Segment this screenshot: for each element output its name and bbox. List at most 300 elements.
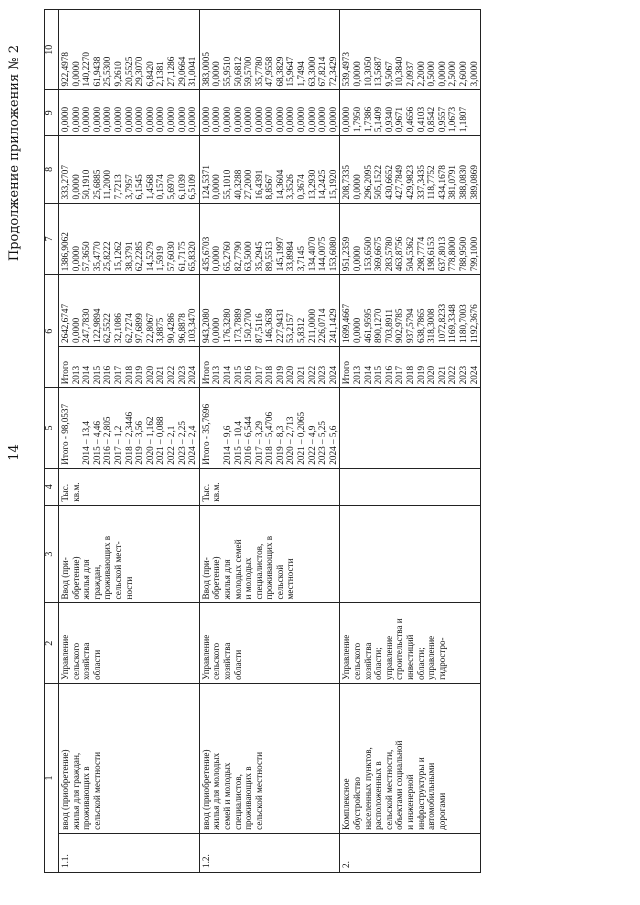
measure-name-line: сельской местности, <box>383 749 394 830</box>
table-row <box>199 10 340 873</box>
indicator-line: обретение) <box>70 556 81 600</box>
indicator-line: специалистов, <box>253 543 264 600</box>
total-funding-line: 1180,7003 <box>457 304 468 343</box>
federal-funding-line: 15,1262 <box>112 241 123 272</box>
target-values-line: 2020 – 2,713 <box>285 416 296 465</box>
regional-funding-line: 7,7213 <box>112 174 123 200</box>
federal-funding-cell <box>340 203 481 275</box>
years-line: 2021 <box>155 365 166 385</box>
extra-budget-funding-line: 31,0041 <box>187 56 198 87</box>
total-funding-line: 96,8878 <box>176 313 187 343</box>
total-funding-line: 0,0000 <box>211 317 222 343</box>
executor-line: управление <box>426 635 437 680</box>
measure-name-line: жилья для молодых <box>211 752 222 830</box>
target-values-line <box>211 391 222 464</box>
local-funding-line: 0,4656 <box>405 106 415 133</box>
federal-funding-line: 62,2285 <box>134 241 145 272</box>
extra-budget-funding-line: 67,8214 <box>317 56 328 87</box>
federal-funding-line: 144,0075 <box>317 236 328 272</box>
target-values-line: 2018 – 2,3446 <box>123 411 134 465</box>
executor-cell <box>59 603 200 683</box>
target-values-cell <box>199 388 340 468</box>
extra-budget-funding-line: 10,3840 <box>394 56 405 87</box>
total-funding-cell <box>59 275 200 347</box>
indicator-line: жилья для <box>81 559 92 600</box>
regional-funding-line: 50,1910 <box>81 169 92 200</box>
extra-budget-funding-line: 0,5000 <box>426 61 437 87</box>
appendix-caption: Продолжение приложения № 2 <box>7 45 22 262</box>
federal-funding-cell <box>199 203 340 275</box>
years-cell <box>340 346 481 387</box>
local-funding-line: 0,0000 <box>232 106 243 133</box>
federal-funding-line: 198,6153 <box>426 236 437 272</box>
executor-line: инвестиций <box>405 634 415 680</box>
executor-line: области; <box>415 647 426 680</box>
extra-budget-funding-line: 50,6812 <box>232 56 243 87</box>
local-funding-cell <box>199 90 340 136</box>
years-line: 2022 <box>165 365 176 385</box>
target-values-line: 2023 – 2,25 <box>176 421 187 465</box>
years-line: 2022 <box>306 365 317 385</box>
indicator-line: обретение) <box>211 556 222 600</box>
measure-name-line: Комплексное <box>341 778 352 830</box>
total-funding-line: 937,5794 <box>405 308 415 343</box>
local-funding-line: 0,0000 <box>165 106 176 133</box>
executor-line: хозяйства <box>221 642 232 680</box>
years-line: 2014 <box>81 365 92 385</box>
executor-line: хозяйства <box>81 642 92 680</box>
regional-funding-cell <box>59 136 200 203</box>
federal-funding-line: 82,7790 <box>232 241 243 272</box>
federal-funding-line: 0,0000 <box>352 245 363 272</box>
local-funding-line: 0,0000 <box>327 106 338 133</box>
local-funding-line: 0,0000 <box>70 106 81 133</box>
federal-funding-line: 65,2760 <box>221 241 232 272</box>
local-funding-line: 0,0000 <box>274 106 285 133</box>
local-funding-cell <box>340 90 481 136</box>
measure-name-line: семей и молодых <box>221 762 232 830</box>
federal-funding-line: 25,8222 <box>102 241 113 272</box>
measure-name-cell <box>59 683 200 833</box>
regional-funding-line: 0,0000 <box>211 174 222 200</box>
total-funding-line: 62,7274 <box>123 313 134 343</box>
target-values-line: 2021 – 0,088 <box>155 416 166 465</box>
local-funding-line: 1,1807 <box>457 106 468 133</box>
executor-line: сельского <box>352 642 363 680</box>
years-line: 2019 <box>274 365 285 385</box>
executor-line: управление <box>383 635 394 680</box>
regional-funding-line: 118,7752 <box>426 165 437 200</box>
column-header: 4 <box>45 468 59 505</box>
extra-budget-funding-line: 0,0000 <box>352 61 363 87</box>
column-header: 6 <box>45 275 59 388</box>
years-line: 2020 <box>144 365 155 385</box>
local-funding-line: 0,0000 <box>200 106 211 133</box>
extra-budget-funding-line: 72,3429 <box>327 56 338 87</box>
regional-funding-line: 388,0830 <box>457 165 468 200</box>
years-line: 2024 <box>468 365 479 385</box>
target-values-line: 2019 – 8,3 <box>274 425 285 465</box>
extra-budget-funding-line: 2,2000 <box>415 61 426 87</box>
years-line: 2021 <box>296 365 307 385</box>
total-funding-line: 22,8067 <box>144 313 155 343</box>
total-funding-line: 241,1429 <box>327 308 338 343</box>
extra-budget-funding-line: 2,5000 <box>447 61 458 87</box>
years-line: 2023 <box>457 365 468 385</box>
column-header: 3 <box>45 505 59 603</box>
indicator-line: сельской <box>274 564 285 600</box>
total-funding-line: 90,4286 <box>165 313 176 343</box>
measure-name-line: инфраструктуры и <box>415 757 426 830</box>
local-funding-line: 0,0000 <box>134 106 145 133</box>
years-line: 2022 <box>447 365 458 385</box>
extra-budget-funding-line: 1,7494 <box>296 61 307 87</box>
federal-funding-line: 778,8000 <box>447 236 458 272</box>
regional-funding-line: 1,4568 <box>144 174 155 200</box>
measure-name-line: объектами социальной <box>394 740 405 830</box>
years-line: 2017 <box>394 365 405 385</box>
local-funding-line: 0,0000 <box>285 106 296 133</box>
years-line: 2015 <box>91 365 102 385</box>
local-funding-line: 0,0000 <box>102 106 113 133</box>
federal-funding-line: 145,1997 <box>274 236 285 272</box>
total-funding-line: 150,2700 <box>243 308 254 343</box>
federal-funding-line: 283,5780 <box>383 236 394 272</box>
target-values-line: 2022 – 2,1 <box>165 425 176 465</box>
federal-funding-line: 57,3650 <box>81 241 92 272</box>
table-row <box>59 10 200 873</box>
unit-line: Тыс. <box>60 483 70 502</box>
target-values-line: 2017 – 3,29 <box>253 421 264 465</box>
column-header: 8 <box>45 136 59 203</box>
extra-budget-funding-line: 922,4978 <box>60 52 70 87</box>
federal-funding-line: 799,1000 <box>468 236 479 272</box>
regional-funding-line: 14,2425 <box>317 169 328 200</box>
years-line: 2017 <box>253 365 264 385</box>
total-funding-line: 943,2080 <box>200 308 211 343</box>
local-funding-line: 1,7950 <box>352 106 363 133</box>
measure-name-line: жилья для граждан, <box>70 752 81 830</box>
extra-budget-funding-line: 2,6000 <box>457 61 468 87</box>
target-values-line: 2024 – 2,4 <box>187 425 198 465</box>
extra-budget-funding-line: 20,5525 <box>123 56 134 87</box>
local-funding-line: 0,0000 <box>317 106 328 133</box>
regional-funding-line: 389,0869 <box>468 165 479 200</box>
page-number: 14 <box>7 444 22 461</box>
measure-name-line: специалистов, <box>232 774 243 830</box>
federal-funding-line: 35,2945 <box>253 241 264 272</box>
extra-budget-funding-line: 9,5067 <box>383 61 394 87</box>
total-funding-line: 902,9785 <box>394 308 405 343</box>
executor-line: области <box>232 649 243 680</box>
total-funding-line: 461,9595 <box>362 308 373 343</box>
total-funding-line: 176,3280 <box>221 308 232 343</box>
extra-budget-funding-line: 47,9558 <box>264 56 275 87</box>
regional-funding-line: 429,9823 <box>405 165 415 200</box>
total-funding-line: 318,3008 <box>426 308 437 343</box>
target-values-line <box>71 391 82 464</box>
extra-budget-funding-line: 539,4973 <box>341 52 352 87</box>
regional-funding-line: 337,3435 <box>415 165 426 200</box>
federal-funding-line: 57,6030 <box>165 241 176 272</box>
local-funding-cell <box>59 90 200 136</box>
regional-funding-line: 3,3526 <box>285 174 296 200</box>
regional-funding-line: 55,1010 <box>221 169 232 200</box>
federal-funding-line: 951,2359 <box>341 236 352 272</box>
unit-line: кв.м. <box>70 482 81 502</box>
regional-funding-line: 13,2930 <box>306 169 317 200</box>
regional-funding-line: 15,1920 <box>327 169 338 200</box>
target-values-line: 2017 – 1,2 <box>112 425 123 465</box>
federal-funding-cell <box>59 203 200 275</box>
regional-funding-line: 427,7849 <box>394 165 405 200</box>
local-funding-line: 0,0000 <box>341 106 352 133</box>
total-funding-cell <box>340 275 481 347</box>
extra-budget-funding-line: 55,9510 <box>221 56 232 87</box>
target-values-line: Итого - 98,0537 <box>60 403 70 465</box>
total-funding-line: 5,8312 <box>296 317 307 343</box>
extra-budget-funding-line: 0,0000 <box>70 61 81 87</box>
federal-funding-line: 65,8320 <box>187 241 198 272</box>
measure-name-line: обустройство <box>352 777 363 830</box>
total-funding-line: 53,2157 <box>285 313 296 343</box>
local-funding-line: 0,4103 <box>415 106 426 133</box>
unit-line: кв.м. <box>211 482 222 502</box>
total-funding-line: 173,7889 <box>232 308 243 343</box>
extra-budget-funding-line: 25,5300 <box>102 56 113 87</box>
measure-name-line: автомобильными <box>426 762 437 830</box>
measure-name-line: дорогами <box>436 792 447 830</box>
appendix-table <box>44 9 481 873</box>
total-funding-line: 62,5522 <box>102 313 113 343</box>
regional-funding-line: 0,3674 <box>296 174 307 200</box>
local-funding-line: 0,9557 <box>436 106 447 133</box>
regional-funding-line: 208,7335 <box>341 165 352 200</box>
local-funding-line: 0,0000 <box>243 106 254 133</box>
executor-cell <box>199 603 340 683</box>
total-funding-line: 0,0000 <box>70 317 81 343</box>
regional-funding-line: 6,1039 <box>176 174 187 200</box>
federal-funding-line: 134,4070 <box>306 236 317 272</box>
target-values-line: 2021 – 0,2065 <box>296 411 307 465</box>
extra-budget-funding-line: 0,0000 <box>211 61 222 87</box>
column-header: 2 <box>45 603 59 683</box>
local-funding-line: 0,0000 <box>112 106 123 133</box>
regional-funding-line: 11,2000 <box>102 169 113 200</box>
target-values-line: Итого - 35,7696 <box>200 403 211 465</box>
indicator-cell <box>59 505 200 603</box>
measure-name-line: проживающих в <box>81 766 92 830</box>
local-funding-line: 0,0000 <box>91 106 102 133</box>
years-line: 2017 <box>112 365 123 385</box>
target-values-line: 2016 – 6,544 <box>243 416 254 465</box>
local-funding-line: 1,7386 <box>362 106 373 133</box>
years-line: Итого <box>200 361 211 385</box>
measure-name-line: сельской местности <box>91 751 102 830</box>
years-line: 2013 <box>352 365 363 385</box>
executor-line: Управление <box>60 634 70 680</box>
years-line: 2021 <box>436 365 447 385</box>
regional-funding-line: 333,2707 <box>60 165 70 200</box>
local-funding-line: 0,0000 <box>306 106 317 133</box>
extra-budget-funding-line: 35,7780 <box>253 56 264 87</box>
federal-funding-line: 14,5279 <box>144 241 155 272</box>
indicator-line: Ввод (при- <box>200 557 211 600</box>
regional-funding-line: 25,6885 <box>91 169 102 200</box>
local-funding-line: 0,9671 <box>394 106 405 133</box>
federal-funding-line: 1,5919 <box>155 245 166 272</box>
local-funding-line: 0,0000 <box>60 106 70 133</box>
table-header-row <box>45 10 59 873</box>
indicator-line: ности <box>123 576 134 600</box>
total-funding-line: 32,1086 <box>112 313 123 343</box>
federal-funding-line: 369,6675 <box>373 236 384 272</box>
years-line: 2019 <box>415 365 426 385</box>
years-line: 2013 <box>211 365 222 385</box>
indicator-line: граждан, <box>91 564 102 600</box>
years-line: 2015 <box>232 365 243 385</box>
local-funding-line: 0,0000 <box>211 106 222 133</box>
regional-funding-cell <box>340 136 481 203</box>
local-funding-line: 0,0000 <box>264 106 275 133</box>
total-funding-line: 0,0000 <box>352 317 363 343</box>
extra-budget-funding-line: 59,5700 <box>243 56 254 87</box>
federal-funding-line: 504,5362 <box>405 236 415 272</box>
federal-funding-line: 463,8756 <box>394 236 405 272</box>
row-number-cell: 1.1. <box>59 833 200 872</box>
total-funding-line: 1072,8233 <box>436 303 447 343</box>
extra-budget-funding-line: 9,2610 <box>112 61 123 87</box>
extra-budget-funding-line: 10,3050 <box>362 56 373 87</box>
total-funding-line: 146,3638 <box>264 308 275 343</box>
years-line: 2018 <box>123 365 134 385</box>
federal-funding-line: 33,8984 <box>285 241 296 272</box>
target-values-line: 2019 – 3,56 <box>134 421 145 465</box>
executor-line: Управление <box>200 634 211 680</box>
measure-name-line: ввод (приобретение) <box>200 749 211 830</box>
target-values-line: 2015 – 4,46 <box>91 421 102 465</box>
years-line: 2023 <box>317 365 328 385</box>
extra-budget-funding-line: 15,9647 <box>285 56 296 87</box>
years-cell <box>59 346 200 387</box>
executor-line: сельского <box>211 642 222 680</box>
total-funding-line: 638,7865 <box>415 308 426 343</box>
regional-funding-line: 6,5109 <box>187 174 198 200</box>
target-values-cell <box>340 388 481 468</box>
regional-funding-line: 16,4391 <box>253 169 264 200</box>
years-line: Итого <box>341 361 352 385</box>
years-line: 2014 <box>221 365 232 385</box>
measure-name-line: ввод (приобретение) <box>60 749 70 830</box>
extra-budget-funding-line: 61,9438 <box>91 56 102 87</box>
executor-line: Управление <box>341 634 352 680</box>
years-line: 2024 <box>187 365 198 385</box>
total-funding-line: 226,0714 <box>317 308 328 343</box>
federal-funding-line: 61,7175 <box>176 241 187 272</box>
federal-funding-line: 89,5513 <box>264 241 275 272</box>
federal-funding-line: 788,9500 <box>457 236 468 272</box>
executor-line: хозяйства <box>362 642 373 680</box>
target-values-line: 2018 – 5,4706 <box>264 411 275 465</box>
federal-funding-line: 0,0000 <box>70 245 81 272</box>
regional-funding-line: 381,0791 <box>447 165 458 200</box>
extra-budget-funding-line: 68,3829 <box>274 56 285 87</box>
federal-funding-line: 1386,9062 <box>60 232 70 272</box>
executor-line: области; <box>373 647 384 680</box>
measure-name-cell <box>199 683 340 833</box>
federal-funding-line: 38,3791 <box>123 241 134 272</box>
regional-funding-line: 8,8567 <box>264 174 275 200</box>
extra-budget-funding-cell <box>340 10 481 91</box>
local-funding-line: 0,0000 <box>296 106 307 133</box>
extra-budget-funding-line: 3,0000 <box>468 61 479 87</box>
federal-funding-line: 35,4770 <box>91 241 102 272</box>
column-header: 7 <box>45 203 59 275</box>
years-line: 2015 <box>373 365 384 385</box>
regional-funding-line: 3,7957 <box>123 174 134 200</box>
regional-funding-line: 124,5371 <box>200 165 211 200</box>
indicator-line: проживающих в <box>264 535 275 600</box>
federal-funding-line: 0,0000 <box>211 245 222 272</box>
regional-funding-line: 430,6652 <box>383 165 394 200</box>
years-line: 2018 <box>405 365 415 385</box>
target-values-line: 2024 – 5,6 <box>327 425 338 465</box>
unit-cell <box>199 468 340 505</box>
local-funding-line: 1,0673 <box>447 106 458 133</box>
extra-budget-funding-line: 140,2270 <box>81 52 92 87</box>
column-header: 5 <box>45 388 59 468</box>
column-header: 1 <box>45 683 59 872</box>
local-funding-line: 0,0000 <box>123 106 134 133</box>
local-funding-line: 0,0000 <box>221 106 232 133</box>
local-funding-line: 0,0000 <box>253 106 264 133</box>
total-funding-line: 211,0000 <box>306 308 317 343</box>
years-line: Итого <box>60 361 70 385</box>
years-line: 2020 <box>285 365 296 385</box>
indicator-cell <box>340 505 481 603</box>
years-line: 2023 <box>176 365 187 385</box>
target-values-line: 2023 – 5,25 <box>317 421 328 465</box>
regional-funding-line: 40,3288 <box>232 169 243 200</box>
extra-budget-funding-line: 2,0937 <box>405 61 415 87</box>
measure-name-line: проживающих в <box>243 766 254 830</box>
total-funding-line: 1192,3676 <box>468 304 479 343</box>
federal-funding-line: 63,5000 <box>243 241 254 272</box>
years-line: 2018 <box>264 365 275 385</box>
total-funding-line: 103,3470 <box>187 308 198 343</box>
local-funding-line: 0,8542 <box>426 106 437 133</box>
indicator-cell <box>199 505 340 603</box>
extra-budget-funding-line: 29,0664 <box>176 56 187 87</box>
target-values-cell <box>59 388 200 468</box>
total-funding-line: 1169,3348 <box>447 304 458 343</box>
federal-funding-line: 435,6703 <box>200 236 211 272</box>
local-funding-line: 0,9340 <box>383 106 394 133</box>
extra-budget-funding-line: 2,1381 <box>155 61 166 87</box>
federal-funding-line: 3,7145 <box>296 245 307 272</box>
years-line: 2014 <box>362 365 373 385</box>
unit-line: Тыс. <box>200 483 211 502</box>
total-funding-line: 2642,6747 <box>60 303 70 343</box>
measure-name-cell <box>340 683 481 833</box>
local-funding-line: 0,0000 <box>155 106 166 133</box>
years-line: 2016 <box>102 365 113 385</box>
years-cell <box>199 346 340 387</box>
years-line: 2020 <box>426 365 437 385</box>
regional-funding-line: 6,1545 <box>134 174 145 200</box>
measure-name-line: сельской местности <box>253 751 264 830</box>
indicator-line: молодых семей <box>232 539 243 600</box>
